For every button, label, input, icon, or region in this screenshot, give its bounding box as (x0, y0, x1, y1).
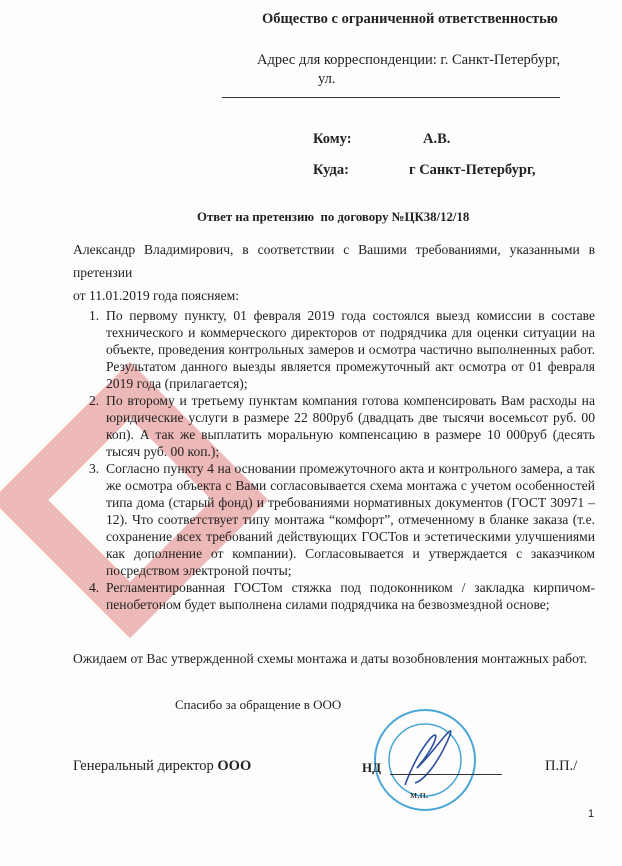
intro-line-2: от 11.01.2019 года поясняем: (73, 288, 240, 303)
divider (222, 97, 560, 98)
list-item (73, 392, 595, 460)
list-item (73, 307, 595, 392)
signature-row (73, 758, 595, 818)
list-item-text: По второму и третьему пунктам компания готова компенсировать Вам расходы на юридические услуги в размере 22 800руб (двадцать две тысячи восемьсот руб. 00 коп). А так же выплатить моральную компенсацию в размере 10 000руб (десять тысяч руб. 00 коп.); (106, 393, 595, 459)
list-item (73, 579, 595, 613)
thanks-text: Спасибо за обращение в ООО (175, 697, 342, 712)
item-number: 4. (89, 580, 100, 595)
page-number: 1 (588, 808, 595, 820)
signature-scribble (405, 731, 451, 785)
initials-left: НД (362, 760, 382, 775)
list-item-text: По первому пункту, 01 февраля 2019 года состоялся выезд комиссии в составе технического и коммерческого директоров от подрядчика для оценки ситуации на объекте, проведения контрольных замеров и осмотра частично выполненных работ. Результатом данного выезды является промежуточный акт осмотра от 01 февраля 2019 года (прилагается); (106, 308, 595, 391)
document-title: Ответ на претензию по договору №ЦК38/12/18 (197, 210, 470, 224)
company-label: ООО (217, 758, 252, 774)
numbered-list (73, 307, 595, 613)
to-label: Кому: (313, 131, 352, 147)
list-item-text: Согласно пункту 4 на основании промежуточного акта и контрольного замера, а так же осмотра объекта с Вами согласовывается схема монтажа с учетом особенностей типа дома (старый фонд) и требованиями нормативных документов (ГОСТ 30971 – 12). Что соответствует типу монтажа “комфорт”, отмеченному в бланке заказа (т.е. сохранение всех требований действующих ГОСТов и эстетическими улучшениями как дополнение от компании). Согласовывается и утверждается с заказчиком посредством электроной почты; (106, 461, 595, 578)
signature-position (73, 758, 251, 775)
address-line-2: ул. (318, 71, 336, 87)
to-value: А.В. (423, 131, 451, 147)
where-value: г Санкт-Петербург, (409, 162, 536, 178)
intro-line-1: Александр Владимирович, в соответствии с Вашими требованиями, указанными в претензии (73, 242, 595, 280)
signature-line (390, 774, 502, 775)
position-label: Генеральный директор (73, 758, 218, 774)
item-number: 1. (89, 308, 100, 323)
letter-body (73, 238, 595, 818)
where-label: Куда: (313, 162, 349, 178)
item-number: 3. (89, 461, 100, 476)
initials-right: П.П./ (545, 758, 578, 774)
company-name: Общество с ограниченной ответственностью (262, 11, 558, 27)
list-item (73, 460, 595, 579)
item-number: 2. (89, 393, 100, 408)
closing-text: Ожидаем от Вас утвержденной схемы монтажа и даты возобновления монтажных работ. (73, 651, 588, 666)
address-line-1: Адрес для корреспонденции: г. Санкт-Петербург, (257, 52, 561, 68)
stamp-mark: м.п. (410, 789, 429, 801)
list-item-text: Регламентированная ГОСТом стяжка под подоконником / закладка кирпичом-пенобетоном будет выполнена силами подрядчика на безвозмездной основе; (106, 580, 595, 612)
